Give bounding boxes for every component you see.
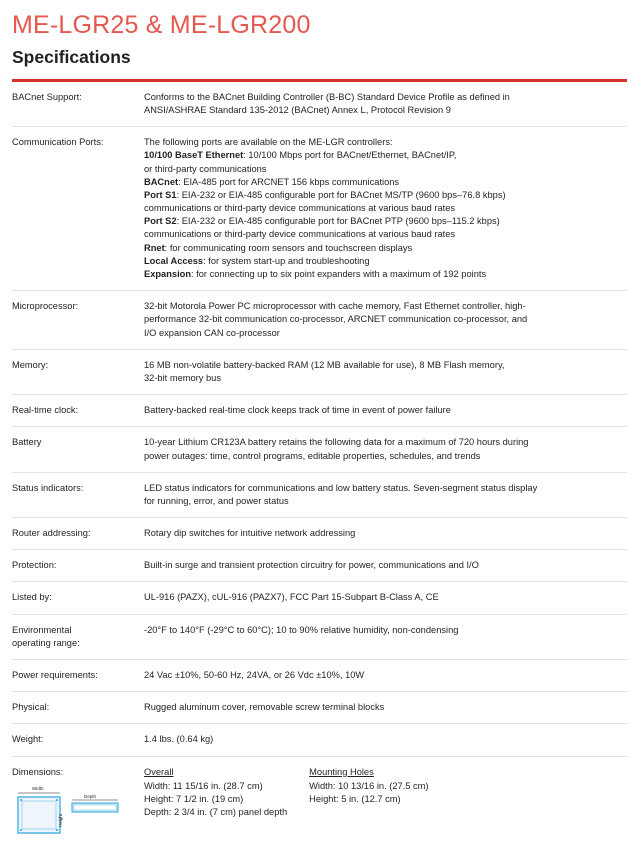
- spec-label: [12, 724, 144, 756]
- spec-label: [12, 427, 144, 472]
- dimensions-mounting-holes-line: Width: 10 13/16 in. (27.5 cm): [309, 780, 429, 791]
- dimensions-overall-heading: Overall: [144, 766, 174, 777]
- spec-value: [144, 518, 627, 550]
- specifications-table: [12, 82, 627, 848]
- dimensions-label: [12, 756, 144, 848]
- spec-label: [12, 82, 144, 127]
- table-row: [12, 291, 627, 350]
- spec-value: [144, 395, 627, 427]
- table-row: [12, 614, 627, 659]
- spec-value-line: -20°F to 140°F (-29°C to 60°C); 10 to 90% relative humidity, non-condensing: [144, 624, 459, 635]
- svg-text:Width: Width: [32, 785, 44, 791]
- spec-label: [12, 614, 144, 659]
- dimensions-overall-line: Height: 7 1/2 in. (19 cm): [144, 793, 244, 804]
- table-row: [12, 427, 627, 472]
- spec-value-line: 10/100 BaseT Ethernet: 10/100 Mbps port for BACnet/Ethernet, BACnet/IP,: [144, 150, 457, 161]
- spec-value-line: Conforms to the BACnet Building Controller (B-BC) Standard Device Profile as defined in: [144, 91, 510, 102]
- spec-value-line: The following ports are available on the ME-LGR controllers:: [144, 137, 393, 148]
- dimensions-overall-line: Width: 11 15/16 in. (28.7 cm): [144, 780, 263, 791]
- spec-value-emphasis: Local Access: [144, 255, 204, 266]
- spec-value: [144, 692, 627, 724]
- spec-label-line: Physical:: [12, 702, 50, 713]
- spec-value: [144, 550, 627, 582]
- spec-value-line: UL-916 (PAZX), cUL-916 (PAZX7), FCC Part 15-Subpart B-Class A, CE: [144, 592, 439, 603]
- spec-label: [12, 550, 144, 582]
- spec-value-line: Rnet: for communicating room sensors and touchscreen displays: [144, 242, 413, 253]
- spec-value: [144, 724, 627, 756]
- spec-value-emphasis: Expansion: [144, 269, 192, 279]
- dimensions-values: [144, 756, 627, 848]
- spec-value-line: Rugged aluminum cover, removable screw terminal blocks: [144, 702, 385, 713]
- spec-label-line: Environmental: [12, 624, 72, 635]
- table-row: [12, 82, 627, 127]
- spec-value-line: communications or third-party device communications at various baud rates: [144, 229, 456, 240]
- spec-label-line: Microprocessor:: [12, 301, 79, 312]
- spec-value: [144, 660, 627, 692]
- dimensions-mounting-holes: [309, 766, 450, 820]
- spec-value-line: communications or third-party device communications at various baud rates: [144, 203, 456, 214]
- spec-label: [12, 692, 144, 724]
- spec-value: [144, 127, 627, 291]
- spec-label: [12, 582, 144, 614]
- table-row: [12, 550, 627, 582]
- spec-value-emphasis: Port S1: [144, 189, 177, 200]
- table-row: [12, 127, 627, 291]
- spec-label: [12, 660, 144, 692]
- table-row: [12, 395, 627, 427]
- spec-label-line: Real-time clock:: [12, 405, 79, 416]
- spec-label-line: Power requirements:: [12, 670, 98, 680]
- table-row: [12, 692, 627, 724]
- spec-value-line: or third-party communications: [144, 163, 267, 174]
- dimensions-label-text: Dimensions:: [12, 766, 64, 777]
- device-dimension-drawing: [12, 779, 132, 839]
- spec-label-line: Listed by:: [12, 592, 52, 603]
- spec-label-line: BACnet Support:: [12, 91, 82, 102]
- spec-value: [144, 291, 627, 350]
- spec-value: [144, 582, 627, 614]
- spec-value-line: performance 32-bit communication co-processor, ARCNET communication co-processor, and: [144, 314, 528, 325]
- dimensions-mounting-holes-heading: Mounting Holes: [309, 766, 374, 777]
- spec-value-line: 16 MB non-volatile battery-backed RAM (12 MB available for use), 8 MB Flash memory,: [144, 359, 505, 370]
- spec-value-line: 24 Vac ±10%, 50-60 Hz, 24VA, or 26 Vdc ±10%, 10W: [144, 670, 365, 680]
- table-row: [12, 660, 627, 692]
- spec-value-line: 10-year Lithium CR123A battery retains the following data for a maximum of 720 hours during: [144, 437, 529, 448]
- spec-value-line: 1.4 lbs. (0.64 kg): [144, 734, 214, 745]
- spec-value-line: power outages: time, control programs, editable properties, schedules, and trends: [144, 450, 481, 461]
- table-row: [12, 724, 627, 756]
- spec-value-line: 32-bit Motorola Power PC microprocessor with cache memory, Fast Ethernet controller, high-: [144, 301, 526, 312]
- table-row: [12, 472, 627, 517]
- spec-label: [12, 472, 144, 517]
- spec-value-emphasis: 10/100 BaseT Ethernet: [144, 150, 244, 161]
- spec-label: [12, 395, 144, 427]
- spec-value-line: Built-in surge and transient protection circuitry for power, communications and I/O: [144, 560, 479, 571]
- spec-value-line: I/O expansion CAN co-processor: [144, 327, 280, 338]
- spec-value-line: LED status indicators for communications and low battery status. Seven-segment status display: [144, 482, 538, 493]
- page-subtitle: Specifications: [12, 46, 131, 67]
- dimensions-mounting-holes-line: Height: 5 in. (12.7 cm): [309, 793, 401, 804]
- page-title: ME-LGR25 & ME-LGR200: [12, 11, 311, 39]
- spec-value-emphasis: BACnet: [144, 176, 179, 187]
- dimensions-overall-line: Depth: 2 3/4 in. (7 cm) panel depth: [144, 807, 288, 818]
- spec-label-line: operating range:: [12, 637, 80, 648]
- spec-value-emphasis: Rnet: [144, 242, 165, 253]
- spec-label-line: Battery: [12, 437, 42, 448]
- spec-label: [12, 518, 144, 550]
- spec-label-line: Weight:: [12, 734, 44, 745]
- spec-value-line: Port S2: EIA-232 or EIA-485 configurable port for BACnet PTP (9600 bps–115.2 kbps): [144, 216, 500, 227]
- table-row: [12, 518, 627, 550]
- spec-label-line: Protection:: [12, 560, 57, 571]
- dimensions-columns: [144, 766, 623, 820]
- spec-value: [144, 614, 627, 659]
- spec-value-line: Port S1: EIA-232 or EIA-485 configurable port for BACnet MS/TP (9600 bps–76.8 kbps): [144, 189, 506, 200]
- spec-value: [144, 427, 627, 472]
- spec-label-line: Router addressing:: [12, 528, 91, 539]
- spec-value-line: Local Access: for system start-up and troubleshooting: [144, 255, 370, 266]
- spec-value-emphasis: Port S2: [144, 216, 177, 227]
- spec-value-line: for running, error, and power status: [144, 495, 289, 506]
- spec-label-line: Status indicators:: [12, 482, 84, 493]
- spec-label: [12, 127, 144, 291]
- spec-value: [144, 82, 627, 127]
- dimensions-row: [12, 756, 627, 848]
- spec-label: [12, 349, 144, 394]
- svg-text:Height: Height: [58, 813, 63, 827]
- spec-value-line: BACnet: EIA-485 port for ARCNET 156 kbps communications: [144, 176, 400, 187]
- table-row: [12, 349, 627, 394]
- spec-value-line: 32-bit memory bus: [144, 372, 221, 383]
- spec-label-line: Memory:: [12, 359, 49, 370]
- spec-value-line: Expansion: for connecting up to six point expanders with a maximum of 192 points: [144, 269, 487, 279]
- spec-value-line: Rotary dip switches for intuitive network addressing: [144, 528, 356, 539]
- dimensions-overall: [144, 766, 309, 820]
- svg-text:Depth: Depth: [84, 793, 97, 799]
- spec-label: [12, 291, 144, 350]
- spec-value: [144, 472, 627, 517]
- spec-value-line: ANSI/ASHRAE Standard 135-2012 (BACnet) Annex L, Protocol Revision 9: [144, 104, 451, 115]
- table-row: [12, 582, 627, 614]
- spec-value-line: Battery-backed real-time clock keeps track of time in event of power failure: [144, 405, 451, 416]
- spec-value: [144, 349, 627, 394]
- spec-label-line: Communication Ports:: [12, 137, 104, 148]
